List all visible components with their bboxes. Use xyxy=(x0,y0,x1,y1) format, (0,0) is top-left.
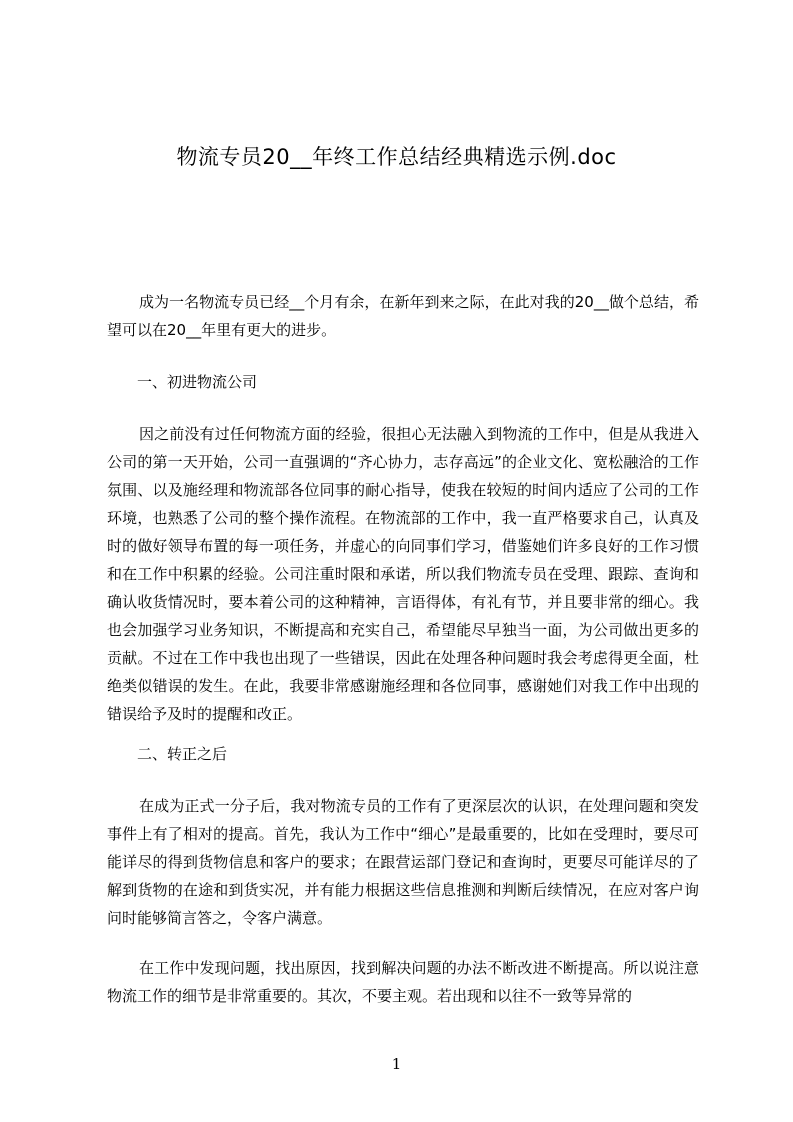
section-1-paragraph: 因之前没有过任何物流方面的经验，很担心无法融入到物流的工作中，但是从我进入公司的第一天开始，公司一直强调的“齐心协力，志存高远”的企业文化、宽松融洽的工作氛围、以及施经理和物流部各位同事的耐心指导，使我在较短的时间内适应了公司的工作环境，也熟悉了公司的整个操作流程。在物流部的工作中，我一直严格要求自己，认真及时的做好领导布置的每一项任务，并虚心的向同事们学习，借鉴她们许多良好的工作习惯和在工作中积累的经验。公司注重时限和承诺，所以我们物流专员在受理、跟踪、查询和确认收货情况时，要本着公司的这种精神，言语得体，有礼有节，并且要非常的细心。我也会加强学习业务知识，不断提高和充实自己，希望能尽早独当一面，为公司做出更多的贡献。不过在工作中我也出现了一些错误，因此在处理各种问题时我会考虑得更全面，杜绝类似错误的发生。在此，我要非常感谢施经理和各位同事，感谢她们对我工作中出现的错误给予及时的提醒和改正。 xyxy=(107,425,699,723)
page-number: 1 xyxy=(391,1055,402,1073)
section-2-paragraph-2: 在工作中发现问题，找出原因，找到解决问题的办法不断改进不断提高。所以说注意物流工作的细节是非常重要的。其次，不要主观。若出现和以往不一致等异常的 xyxy=(107,959,699,1005)
section-2-paragraph-1: 在成为正式一分子后，我对物流专员的工作有了更深层次的认识，在处理问题和突发事件上有了相对的提高。首先，我认为工作中“细心”是最重要的，比如在受理时，要尽可能详尽的得到货物信息和客户的要求；在跟营运部门登记和查询时，更要尽可能详尽的了解到货物的在途和到货实况，并有能力根据这些信息推测和判断后续情况，在应对客户询问时能够简言答之，令客户满意。 xyxy=(107,797,699,927)
intro-paragraph: 成为一名物流专员已经__个月有余，在新年到来之际，在此对我的20__做个总结，希望可以在20__年里有更大的进步。 xyxy=(107,293,699,339)
document-title: 物流专员20__年终工作总结经典精选示例.doc xyxy=(176,145,617,169)
section-heading-2: 二、转正之后 xyxy=(137,745,228,763)
section-heading-1: 一、初进物流公司 xyxy=(137,373,258,391)
